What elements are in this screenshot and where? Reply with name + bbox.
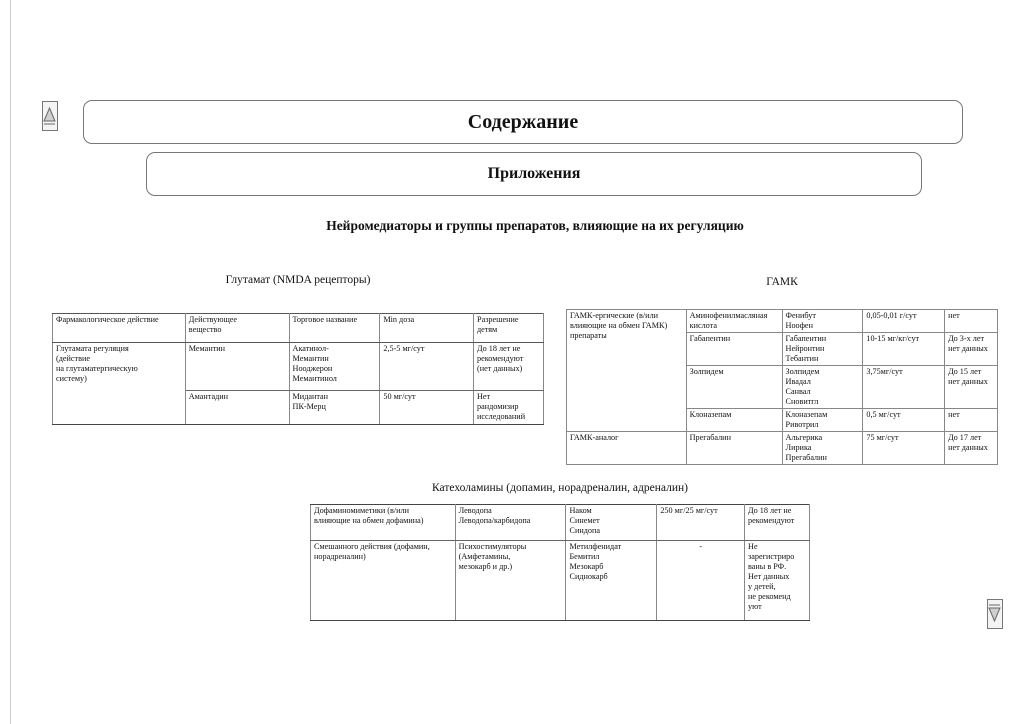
table-cell: Глутамата регуляция (действие на глутаматергическую систему) [53, 343, 186, 425]
table-cell: 0,5 мг/сут [863, 409, 945, 432]
table-cell: Мемантин [185, 343, 289, 391]
scroll-up-button[interactable] [42, 101, 58, 131]
table-row [567, 432, 998, 465]
table-cell: нет [945, 409, 998, 432]
table-cell: Наком Синемет Синдопа [566, 505, 657, 541]
table-row [567, 310, 998, 333]
table-cell: - [657, 541, 745, 621]
table-cell: Аминофенилмасляная кислота [686, 310, 782, 333]
contents-title: Содержание [467, 110, 579, 133]
table-cell: Клоназепам Ривотрил [782, 409, 863, 432]
catecholamines-heading: Катехоламины (допамин, норадреналин, адреналин) [432, 482, 688, 494]
table-cell: До 18 лет не рекомендуют [745, 505, 810, 541]
table-cell: Психостимуляторы (Амфетамины, мезокарб и др.) [455, 541, 566, 621]
table-row [53, 343, 544, 391]
triangle-down-icon [988, 600, 1001, 627]
table-cell: Леводопа Леводопа/карбидопа [455, 505, 566, 541]
table-cell: Габапентин Нейронтин Тебантин [782, 333, 863, 366]
gaba-heading: ГАМК [766, 276, 798, 288]
table-cell: Клоназепам [686, 409, 782, 432]
table-row [311, 505, 810, 541]
appendices-button[interactable] [146, 152, 922, 196]
scroll-down-button[interactable] [987, 599, 1003, 629]
glutamate-heading: Глутамат (NMDA рецепторы) [225, 274, 371, 286]
table-cell: До 3-х лет нет данных [945, 333, 998, 366]
table-cell: 50 мг/сут [380, 391, 474, 425]
table-cell: 0,05-0,01 г/сут [863, 310, 945, 333]
table-cell: Не зарегистриро ваны в РФ. Нет данных у детей, не рекоменд уют [745, 541, 810, 621]
table-cell: 3,75мг/сут [863, 366, 945, 409]
column-header: Действующее вещество [185, 314, 289, 343]
table-cell: Золпидем Ивадал Санвал Сновитгл [782, 366, 863, 409]
table-header-row [53, 314, 544, 343]
column-header: Min доза [380, 314, 474, 343]
catecholamines-table [310, 504, 810, 621]
appendices-title: Приложения [487, 165, 581, 182]
table-cell: Акатинол- Мемантин Нооджерон Мемантинол [289, 343, 380, 391]
table-cell: Альгерика Лирика Прегабалин [782, 432, 863, 465]
table-cell: До 17 лет нет данных [945, 432, 998, 465]
table-cell: 10-15 мг/кг/сут [863, 333, 945, 366]
table-cell: 75 мг/сут [863, 432, 945, 465]
table-row [311, 541, 810, 621]
contents-button[interactable] [83, 100, 963, 144]
table-cell: нет [945, 310, 998, 333]
table-cell: Фенибут Ноофен [782, 310, 863, 333]
column-header: Торговое название [289, 314, 380, 343]
table-cell: Смешанного действия (дофамин, норадреналин) [311, 541, 456, 621]
column-header: Разрешение детям [474, 314, 544, 343]
table-cell: 2,5-5 мг/сут [380, 343, 474, 391]
table-cell: Амантадин [185, 391, 289, 425]
glutamate-table [52, 313, 544, 425]
table-cell: Нет рандомизир исследований [474, 391, 544, 425]
table-cell: 250 мг/25 мг/сут [657, 505, 745, 541]
table-cell: Габапентин [686, 333, 782, 366]
page-left-edge [10, 0, 11, 724]
table-cell: До 18 лет не рекомендуют (нет данных) [474, 343, 544, 391]
table-cell: Золпидем [686, 366, 782, 409]
table-cell: ГАМК-аналог [567, 432, 687, 465]
table-cell: ГАМК-ергические (в/или влияющие на обмен ГАМК) препараты [567, 310, 687, 432]
column-header: Фармакологическое действие [53, 314, 186, 343]
table-cell: Мидантан ПК-Мерц [289, 391, 380, 425]
gaba-table [566, 309, 998, 465]
table-cell: Дофаминомиметики (в/или влияющие на обмен дофамина) [311, 505, 456, 541]
table-cell: До 15 лет нет данных [945, 366, 998, 409]
main-heading: Нейромедиаторы и группы препаратов, влияющие на их регуляцию [326, 218, 744, 233]
triangle-up-icon [43, 102, 56, 129]
table-cell: Метилфенидат Бемитил Мезокарб Сиднокарб [566, 541, 657, 621]
table-cell: Прегабалин [686, 432, 782, 465]
